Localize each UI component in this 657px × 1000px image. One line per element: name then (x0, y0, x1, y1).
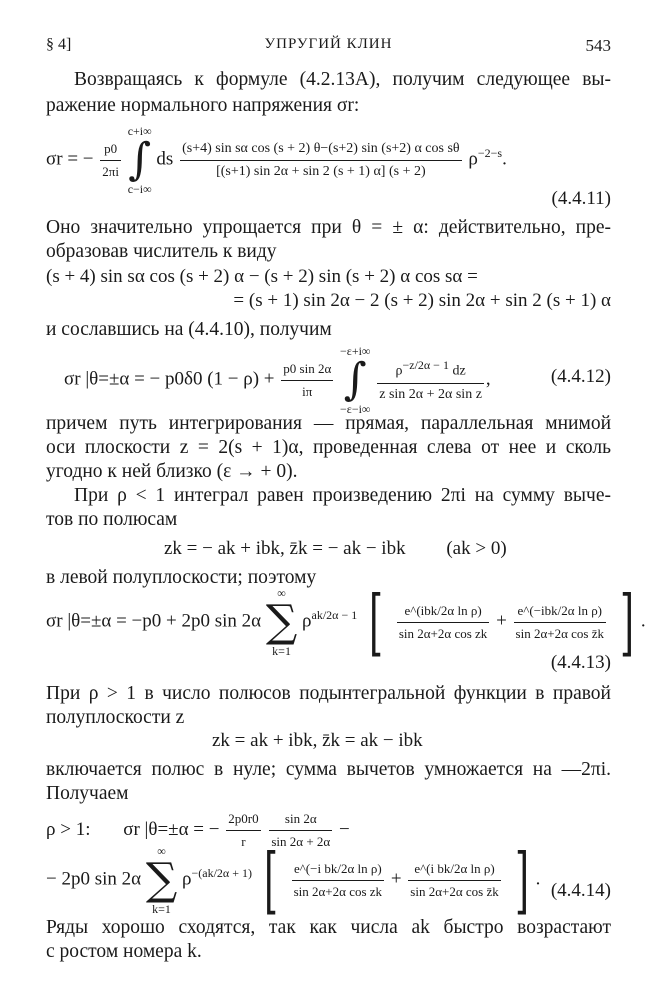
eq-lhs: σr |θ=±α = − p0δ0 (1 − ρ) + (64, 368, 275, 390)
running-head-title: УПРУГИЙ КЛИН (264, 36, 393, 52)
page-number: 543 (585, 36, 611, 55)
text-line: Оно значительно упрощается при θ = ± α: действительно, пре- (46, 217, 611, 238)
text-line: При ρ < 1 интеграл равен произведению 2πi на сумму выче- (74, 485, 611, 506)
text-line: образовав числитель к виду (46, 241, 277, 262)
identity-line-1: (s + 4) sin sα cos (s + 2) α − (s + 2) sin (s + 2) α cos sα = (46, 266, 478, 287)
right-bracket: ] (514, 838, 529, 922)
text-line: Ряды хорошо сходятся, так как числа ak быстро возрастают (46, 917, 611, 938)
eq-power: ρ (302, 610, 312, 632)
sum-upper: ∞ (157, 844, 166, 858)
eq-coef-den: 2πi (102, 163, 119, 179)
text-line: полуплоскости z (46, 707, 185, 728)
int-upper: −ε+i∞ (340, 344, 371, 358)
eq-num-exp: −z/2α − 1 (402, 358, 449, 373)
eq-den: z sin 2α + 2α sin z (379, 386, 482, 402)
equation-4-4-12 (64, 344, 491, 416)
eq-power: ρ (468, 148, 478, 170)
sum-upper: ∞ (277, 586, 286, 600)
text-line: угодно к ней близко (ε → + 0). (46, 461, 298, 482)
equation-4-4-13: σr |θ=±α = −p0 + 2p0 sin 2α ∞ ∑ k=1 $\rho^{ak/2\alpha - 1}$ [ $\frac{\text{e\textasciicircum{}(ibk/2α ln ρ)}}{\text{sin 2α+2α cos zk}}$ + $\frac{\text{e\textasciicircum{}(−ibk/2α ln ρ)}}{\text{sin 2α+2α cos z̄k}}$ ] . (46, 580, 646, 664)
eq-exponent: −2−s (477, 146, 503, 161)
left-bracket: [ (263, 838, 278, 922)
eq-tail: . (502, 148, 507, 170)
eq-lhs: σr = − (46, 148, 94, 170)
eq-num-tail: dz (452, 363, 466, 379)
poles-left-text: zk = − ak + ibk, z̄k = − ak − ibk (164, 538, 406, 559)
text-line: тов по полюсам (46, 509, 178, 530)
term2-den: sin 2α+2α cos z̄k (410, 883, 499, 899)
right-bracket: ] (619, 580, 634, 664)
eq-tail: . (640, 610, 646, 632)
equation-number: (4.4.12) (550, 366, 611, 387)
eq-exp: −(ak/2α + 1) (191, 866, 252, 881)
eq-power: ρ (182, 868, 192, 890)
left-bracket: [ (369, 580, 384, 664)
text-line: с ростом номера k. (46, 941, 202, 962)
int-lower: −ε−i∞ (340, 402, 371, 416)
eq-ds: ds (156, 148, 174, 170)
eq-coef-num: p0 sin 2α (281, 358, 333, 381)
c2-den: sin 2α + 2α (271, 834, 331, 849)
eq-num: ρ (395, 363, 403, 379)
text-line: в левой полуплоскости; поэтому (46, 567, 317, 588)
term1-num: e^(−i bk/2α ln ρ) (292, 858, 384, 881)
eq-condition: ρ > 1: (46, 818, 91, 840)
int-upper: c+i∞ (127, 124, 152, 138)
eq-exp: ak/2α − 1 (311, 608, 358, 623)
integral-icon: ∫ (343, 354, 367, 405)
text-line: Возвращаясь к формуле (4.2.13А), получим следующее вы- (74, 69, 611, 90)
sum-icon: ∑ (265, 596, 298, 647)
equation-number: (4.4.14) (550, 880, 611, 901)
text-line: Получаем (46, 783, 129, 804)
eq-lhs: σr |θ=±α = − (123, 818, 220, 840)
poles-left (164, 538, 507, 560)
c1-den: r (241, 834, 246, 849)
c2-num: sin 2α (269, 808, 332, 831)
running-head-section: § 4] (46, 36, 72, 53)
term1-den: sin 2α+2α cos zk (293, 883, 383, 899)
eq-tail: . (535, 868, 541, 890)
text-line: При ρ > 1 в число полюсов подынтегральной функции в правой (46, 683, 611, 704)
sum-icon: ∑ (145, 854, 178, 905)
equation-4-4-14-line-2: − 2p0 sin 2α ∞ ∑ k=1 $\rho^{-(ak/2\alpha + 1)}$ [ $\frac{\text{e\textasciicircum{}(−i bk/2α ln ρ)}}{\text{sin 2α+2α cos zk}}$ + $\frac{\text{e\textasciicircum{}(i bk/2α ln ρ)}}{\text{sin 2α+2α cos z̄k}}$ ] . (46, 838, 541, 922)
term1-den: sin 2α+2α cos zk (398, 625, 488, 641)
sum-lower: k=1 (152, 902, 171, 916)
text-line: причем путь интегрирования — прямая, параллельная мнимой (46, 413, 611, 434)
term2-den: sin 2α+2α cos z̄k (515, 625, 605, 641)
eq-coef-den: iπ (302, 383, 313, 399)
eq-num: (s+4) sin sα cos (s + 2) θ−(s+2) sin (s+2) α cos sθ (180, 138, 462, 161)
identity-line-2: = (s + 1) sin 2α − 2 (s + 2) sin 2α + sin 2 (s + 1) α (233, 290, 611, 311)
equation-4-4-11 (46, 124, 507, 196)
integral-icon: ∫ (128, 134, 152, 185)
int-lower: c−i∞ (127, 182, 152, 196)
poles-left-cond: (ak > 0) (446, 538, 507, 559)
poles-right: zk = ak + ibk, z̄k = ak − ibk (212, 730, 423, 751)
eq-lhs: σr |θ=±α = −p0 + 2p0 sin 2α (46, 610, 262, 632)
text-line: ражение нормального напряжения σr: (46, 95, 360, 116)
eq-tail: , (485, 368, 491, 390)
text-line: включается полюс в нуле; сумма вычетов умножается на —2πi. (46, 759, 611, 780)
c1-num: 2p0r0 (226, 808, 260, 831)
equation-number: (4.4.13) (550, 652, 611, 673)
eq-den: [(s+1) sin 2α + sin 2 (s + 1) α] (s + 2) (216, 163, 426, 179)
term2-num: e^(i bk/2α ln ρ) (408, 858, 500, 881)
term1-num: e^(ibk/2α ln ρ) (397, 600, 489, 623)
eq-lhs: − 2p0 sin 2α (46, 868, 142, 890)
equation-number: (4.4.11) (551, 188, 611, 209)
eq-tail: − (338, 818, 350, 840)
eq-coef-num: p0 (100, 138, 121, 161)
text-line: оси плоскости z = 2(s + 1)α, проведенная слева от нее и сколь (46, 437, 611, 458)
term2-num: e^(−ibk/2α ln ρ) (514, 600, 606, 623)
text-line: и сославшись на (4.4.10), получим (46, 319, 332, 340)
sum-lower: k=1 (272, 644, 291, 658)
